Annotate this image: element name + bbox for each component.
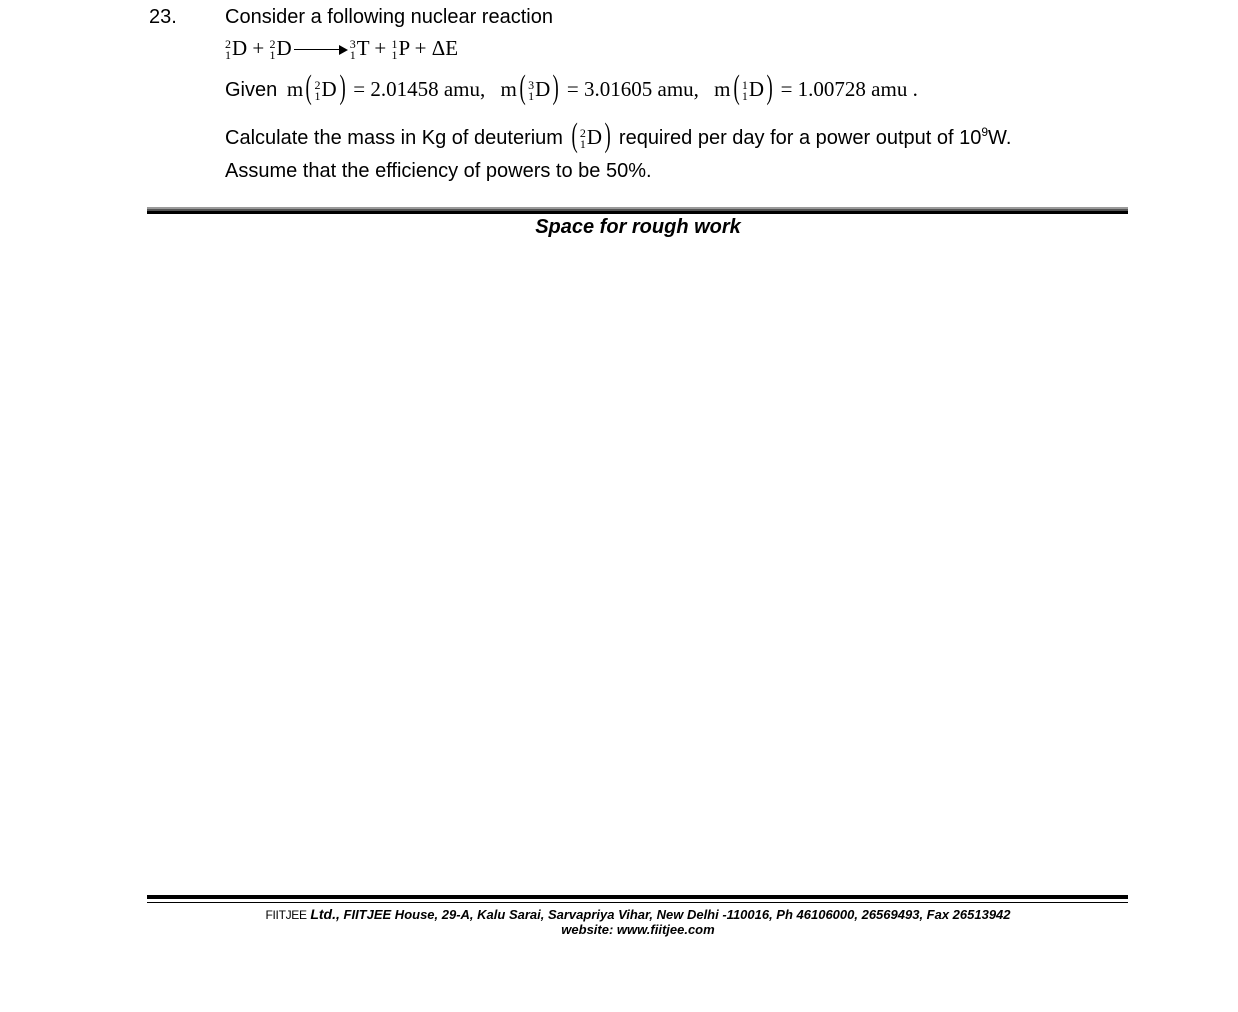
section-divider-bottom	[147, 895, 1128, 903]
given-iso-3: 1 1	[741, 78, 748, 103]
footer-address	[0, 906, 1238, 922]
given-value-2: = 3.01605 amu,	[566, 76, 699, 101]
reaction-equation: 2 1 D + 2 1 D 3 1 T + 1 1 P + ΔE	[225, 36, 459, 63]
footer-ltd: Ltd.,	[310, 906, 340, 922]
question-number: 23.	[149, 6, 177, 28]
calc-iso: 2 1	[579, 126, 586, 151]
footer-website: website: www.fiitjee.com	[561, 922, 715, 937]
reactant-2: 2 1	[269, 37, 276, 63]
assumption-text: Assume that the efficiency of powers to be 50%.	[225, 160, 652, 182]
question-intro: Consider a following nuclear reaction	[225, 6, 553, 28]
energy-term: ΔE	[431, 36, 459, 60]
given-value-3: = 1.00728 amu .	[780, 76, 918, 101]
reaction-arrow-icon	[294, 44, 348, 56]
given-label: Given	[225, 78, 278, 101]
given-value-1: = 2.01458 amu,	[353, 76, 486, 101]
section-divider-top	[147, 207, 1128, 214]
given-iso-1: 2 1	[314, 78, 321, 103]
product-2: 1 1	[391, 37, 398, 63]
calculate-instruction: Calculate the mass in Kg of deuterium ( 2 1 D) required per day for a power output of $10^9W$.	[225, 117, 1012, 154]
given-iso-2: 3 1	[528, 78, 535, 103]
footer-brand: FIITJEE	[265, 908, 307, 922]
reactant-1: 2 1	[225, 37, 231, 63]
given-masses: Given m( 2 1 D) = 2.01458 amu, m( 3 1 D) = 3.01605 amu, m( 1 1 D) = 1.00728 amu .	[225, 69, 918, 106]
footer-address-text: FIITJEE House, 29-A, Kalu Sarai, Sarvapriya Vihar, New Delhi -110016, Ph 46106000, 26569493, Fax 26513942	[343, 907, 1011, 922]
rough-work-heading: Space for rough work	[535, 216, 741, 238]
product-1: 3 1	[349, 37, 356, 63]
